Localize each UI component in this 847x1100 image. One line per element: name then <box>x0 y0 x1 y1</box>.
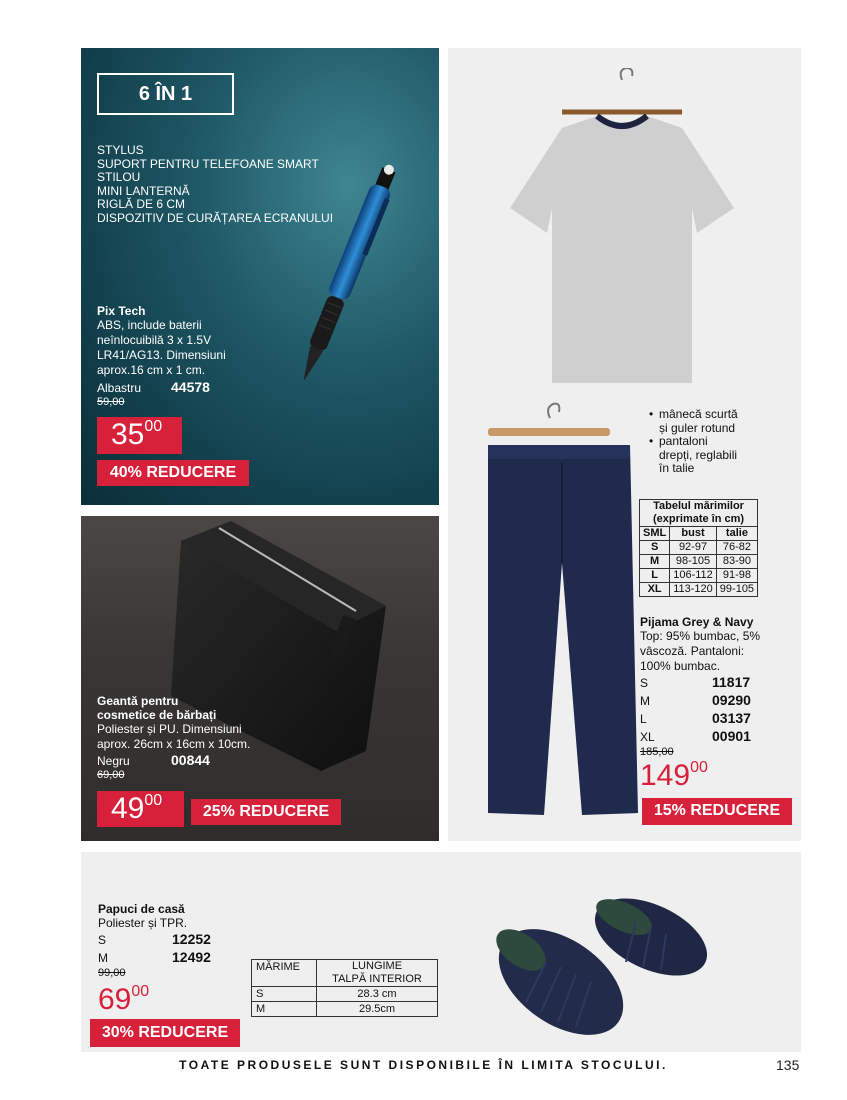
table-cell: M <box>640 555 670 569</box>
slipper-size-table <box>251 959 438 1017</box>
table-cell: XL <box>640 583 670 597</box>
headline: 6 ÎN 1 <box>138 83 193 105</box>
size-table <box>639 499 758 597</box>
slippers-info <box>98 902 211 979</box>
product-desc-line: aprox. 26cm x 16cm x 10cm. <box>97 737 251 751</box>
product-desc: Poliester și TPR. <box>98 916 188 930</box>
product-code: 03137 <box>712 710 751 726</box>
product-title: Pijama Grey & Navy <box>640 615 754 629</box>
table-cell: M <box>252 1002 317 1017</box>
table-title: Tabelul mărimilor <box>653 500 744 512</box>
pen-image <box>266 148 416 418</box>
old-price: 99,00 <box>98 967 126 979</box>
variant-label: Albastru <box>97 381 142 395</box>
price-decimal: 00 <box>131 983 150 1000</box>
price-decimal: 00 <box>144 418 163 435</box>
product-desc-line: 100% bumbac. <box>640 659 721 673</box>
bag-info <box>97 694 250 781</box>
product-title: Papuci de casă <box>98 902 185 916</box>
product-desc-line: LR41/AG13. Dimensiuni <box>97 348 226 362</box>
size-label: S <box>640 676 649 690</box>
discount-badge: 40% REDUCERE <box>97 460 249 486</box>
table-row <box>640 541 758 555</box>
size-label: M <box>98 951 108 965</box>
product-desc-line: ABS, include baterii <box>97 318 202 332</box>
price-tag <box>97 417 182 454</box>
price-integer: 35 <box>111 418 145 451</box>
pen-product-panel <box>81 48 439 505</box>
feature-item: DISPOZITIV DE CURĂȚAREA ECRANULUI <box>97 210 334 225</box>
table-row <box>640 555 758 569</box>
pen-info <box>97 304 226 408</box>
page-number: 135 <box>776 1057 800 1073</box>
product-code: 09290 <box>712 692 751 708</box>
table-cell: 92-97 <box>670 541 717 555</box>
price-integer: 149 <box>640 759 691 792</box>
size-label: XL <box>640 730 655 744</box>
table-header: talie <box>716 527 757 541</box>
table-cell: S <box>640 541 670 555</box>
old-price: 185,00 <box>640 746 674 758</box>
discount-badge: 30% REDUCERE <box>90 1019 240 1047</box>
bullet-item: • mânecă scurtă și guler rotund <box>649 407 738 435</box>
product-code: 44578 <box>171 379 210 395</box>
bullet-line: în talie <box>659 461 695 475</box>
table-header: bust <box>670 527 717 541</box>
price-tag <box>98 982 149 1018</box>
tshirt-image <box>502 68 742 388</box>
price-tag <box>97 791 184 827</box>
table-row <box>252 987 438 1002</box>
bullet-line: mânecă scurtă <box>659 407 738 421</box>
size-label: L <box>640 712 647 726</box>
table-cell: 113-120 <box>670 583 717 597</box>
price-decimal: 00 <box>144 792 163 809</box>
product-desc-line: neînlocuibilă 3 x 1.5V <box>97 333 212 347</box>
footer-disclaimer: TOATE PRODUSELE SUNT DISPONIBILE ÎN LIMITA STOCULUI. <box>179 1058 668 1072</box>
product-desc-line: vâscoză. Pantaloni: <box>640 644 745 658</box>
price-tag <box>640 758 708 794</box>
table-header: SML <box>640 527 670 541</box>
headline-box <box>97 73 234 115</box>
table-header: MĂRIME <box>252 960 317 987</box>
product-title-line: Geantă pentru <box>97 694 179 708</box>
table-cell: 99-105 <box>716 583 757 597</box>
product-code: 00901 <box>712 728 751 744</box>
feature-item: SUPORT PENTRU TELEFOANE SMART <box>97 156 319 171</box>
feature-item: RIGLĂ DE 6 CM <box>97 197 186 211</box>
table-cell: S <box>252 987 317 1002</box>
table-cell: 106-112 <box>670 569 717 583</box>
discount-badge: 25% REDUCERE <box>191 799 341 825</box>
size-label: M <box>640 694 650 708</box>
discount-badge: 15% REDUCERE <box>642 798 792 825</box>
product-code: 12492 <box>172 949 211 965</box>
price-integer: 49 <box>111 792 145 825</box>
product-desc-line: Top: 95% bumbac, 5% <box>640 629 761 643</box>
table-cell: 83-90 <box>716 555 757 569</box>
feature-item: MINI LANTERNĂ <box>97 183 190 198</box>
product-title-line: cosmetice de bărbați <box>97 708 217 722</box>
feature-item: STILOU <box>97 170 141 184</box>
table-cell: 29.5cm <box>317 1002 438 1017</box>
slippers-product-panel <box>81 852 801 1052</box>
old-price: 59,00 <box>97 396 125 408</box>
feature-bullets <box>649 408 738 476</box>
table-row <box>640 583 758 597</box>
bullet-item: • pantaloni drepți, reglabili în talie <box>649 434 738 475</box>
pants-image <box>482 443 642 823</box>
table-cell: 28.3 cm <box>317 987 438 1002</box>
product-desc-line: Poliester și PU. Dimensiuni <box>97 722 242 736</box>
table-cell: 76-82 <box>716 541 757 555</box>
bullet-line: pantaloni <box>659 434 708 448</box>
bullet-line: și guler rotund <box>659 420 736 435</box>
product-code: 00844 <box>171 752 210 768</box>
pajama-info <box>640 615 760 758</box>
price-integer: 69 <box>98 983 132 1016</box>
table-row <box>252 1002 438 1017</box>
product-code: 11817 <box>712 674 751 690</box>
feature-item: STYLUS <box>97 143 144 157</box>
table-header: LUNGIME TALPĂ INTERIOR <box>317 960 438 987</box>
pajama-product-panel <box>448 48 801 841</box>
table-row <box>640 569 758 583</box>
table-cell: 98-105 <box>670 555 717 569</box>
price-decimal: 00 <box>690 759 708 776</box>
old-price: 69,00 <box>97 769 125 781</box>
table-cell: 91-98 <box>716 569 757 583</box>
size-label: S <box>98 933 107 947</box>
product-title: Pix Tech <box>97 304 146 318</box>
product-code: 12252 <box>172 931 211 947</box>
hanger-icon <box>485 398 615 443</box>
table-cell: L <box>640 569 670 583</box>
table-title: (exprimate în cm) <box>652 513 745 525</box>
bullet-line: drepți, reglabili <box>659 447 738 462</box>
product-desc-line: aprox.16 cm x 1 cm. <box>97 363 206 377</box>
variant-label: Negru <box>97 754 130 768</box>
bag-product-panel <box>81 516 439 841</box>
slippers-image <box>486 882 716 1047</box>
